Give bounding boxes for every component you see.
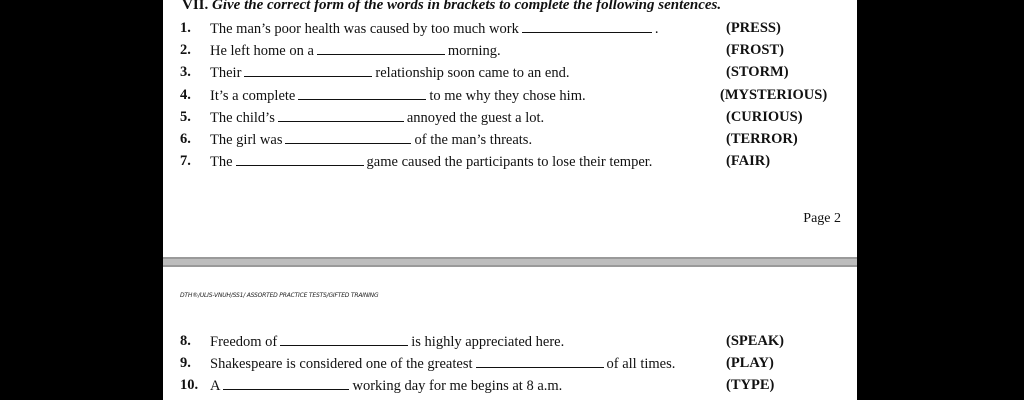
- exercise-heading: [182, 0, 721, 14]
- answer-blank[interactable]: [522, 20, 652, 33]
- page-break-divider: [163, 257, 857, 267]
- question-row-5: [180, 109, 840, 129]
- question-number: 3.: [180, 64, 191, 80]
- answer-blank[interactable]: [298, 87, 426, 100]
- answer-blank[interactable]: [236, 153, 364, 166]
- answer-blank[interactable]: [244, 64, 372, 77]
- root-word: (MYSTERIOUS): [720, 87, 828, 103]
- question-row-3: [180, 64, 840, 84]
- document-footer: DTH®/ULIS-VNUH/SS1/ ASSORTED PRACTICE TESTS/GIFTED TRAINING: [180, 292, 379, 299]
- answer-blank[interactable]: [285, 131, 411, 144]
- question-sentence: The child’s annoyed the guest a lot.: [210, 110, 545, 126]
- question-number: 7.: [180, 153, 191, 169]
- answer-blank[interactable]: [317, 42, 445, 55]
- root-word: (TERROR): [726, 131, 798, 147]
- question-row-1: [180, 20, 840, 40]
- root-word: (TYPE): [726, 377, 775, 393]
- question-sentence: It’s a complete to me why they chose him.: [210, 88, 586, 104]
- question-sentence: Their relationship soon came to an end.: [210, 65, 570, 81]
- question-number: 8.: [180, 333, 191, 349]
- question-number: 1.: [180, 20, 191, 36]
- question-number: 2.: [180, 42, 191, 58]
- question-row-8: [180, 333, 840, 353]
- page-number: Page 2: [803, 211, 841, 226]
- root-word: (CURIOUS): [726, 109, 803, 125]
- question-row-7: [180, 153, 840, 173]
- worksheet-page-top: [163, 0, 857, 257]
- question-number: 5.: [180, 109, 191, 125]
- root-word: (SPEAK): [726, 333, 784, 349]
- question-sentence: Shakespeare is considered one of the greatest of all times.: [210, 356, 676, 372]
- question-sentence: He left home on a morning.: [210, 43, 501, 59]
- root-word: (FAIR): [726, 153, 771, 169]
- question-number: 10.: [180, 377, 199, 393]
- question-row-6: [180, 131, 840, 151]
- question-sentence: The man’s poor health was caused by too much work .: [210, 21, 659, 37]
- root-word: (FROST): [726, 42, 784, 58]
- root-word: (PLAY): [726, 355, 774, 371]
- question-number: 6.: [180, 131, 191, 147]
- root-word: (STORM): [726, 64, 789, 80]
- answer-blank[interactable]: [476, 355, 604, 368]
- question-row-10: [180, 377, 840, 397]
- question-sentence: Freedom of is highly appreciated here.: [210, 334, 565, 350]
- question-row-9: [180, 355, 840, 375]
- answer-blank[interactable]: [223, 377, 349, 390]
- root-word: (PRESS): [726, 20, 781, 36]
- question-sentence: The girl was of the man’s threats.: [210, 132, 533, 148]
- exercise-number: VII.: [182, 0, 209, 13]
- question-row-2: [180, 42, 840, 62]
- question-number: 9.: [180, 355, 191, 371]
- answer-blank[interactable]: [278, 109, 404, 122]
- question-row-4: [180, 87, 840, 107]
- question-number: 4.: [180, 87, 191, 103]
- question-sentence: The game caused the participants to lose their temper.: [210, 154, 653, 170]
- answer-blank[interactable]: [280, 333, 408, 346]
- exercise-instruction: Give the correct form of the words in brackets to complete the following sentences.: [212, 0, 722, 13]
- question-sentence: A working day for me begins at 8 a.m.: [210, 378, 563, 394]
- worksheet-page-bottom: [163, 267, 857, 400]
